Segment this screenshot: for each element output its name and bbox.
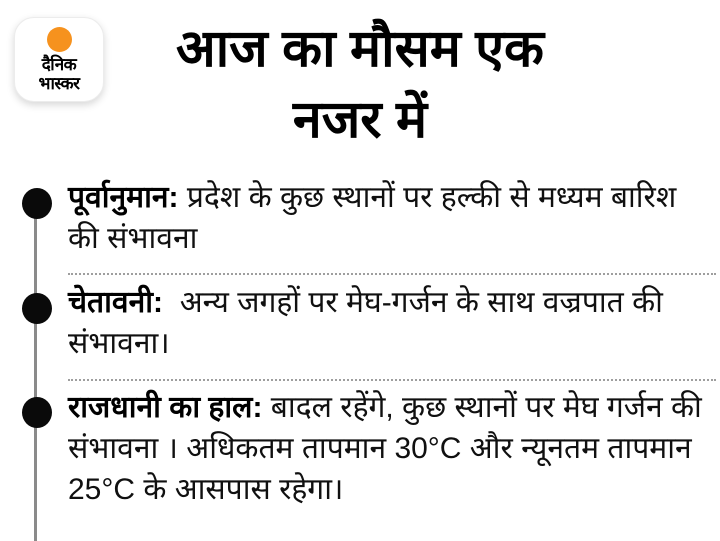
dotted-divider-1 (68, 273, 716, 275)
page-title (0, 14, 720, 156)
dotted-divider-2 (68, 379, 716, 381)
page-title-line2: नजर में (292, 91, 428, 149)
bullet-dot-forecast (22, 188, 52, 219)
item-text-capital: बादल रहेंगे, कुछ स्थानों पर मेघ गर्जन की संभावना । अधिकतम तापमान 30°C और न्यूनतम तापमान 25°C के आसपास रहेगा। (68, 391, 702, 506)
item-label-forecast: पूर्वानुमान: (68, 181, 179, 214)
timeline-line (34, 202, 37, 541)
item-text-warning: अन्य जगहों पर मेघ-गर्जन के साथ वज्रपात की संभावना। (68, 286, 663, 360)
page-title-line1: आज का मौसम एक (176, 20, 544, 78)
item-text-forecast: प्रदेश के कुछ स्थानों पर हल्की से मध्यम बारिश की संभावना (68, 181, 677, 255)
item-label-warning: चेतावनी: (68, 286, 164, 319)
bullet-dot-capital (22, 397, 52, 428)
bullet-dot-warning (22, 293, 52, 324)
logo-text-line1: दैनिक (41, 55, 77, 74)
logo-sun-dot-icon (47, 27, 72, 52)
item-label-capital: राजधानी का हाल: (68, 391, 263, 424)
list-item-capital (68, 387, 714, 510)
list-item-forecast (68, 177, 714, 259)
logo-text-line2: भास्कर (38, 74, 80, 93)
list-item-warning (68, 282, 714, 364)
dainik-bhaskar-logo (14, 17, 104, 102)
